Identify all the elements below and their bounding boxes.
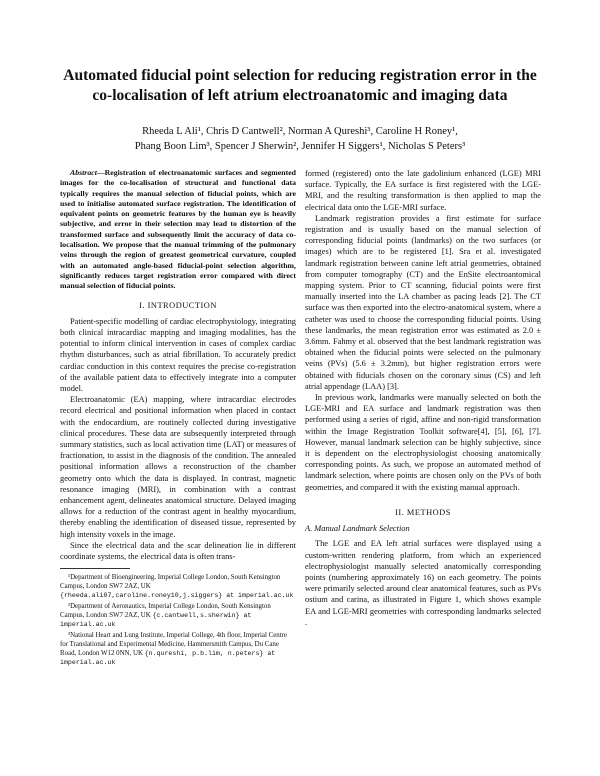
footnote-1 [60, 573, 296, 600]
right-paragraph-1: formed (registered) onto the late gadolinium enhanced (LGE) MRI surface. Typically, the EA surface is first registered with the LGE-MRI, and the resulting transformation is then applied to map the electrical data onto the LGE-MRI surface. [305, 169, 541, 212]
abstract [60, 168, 296, 292]
footnote-2-emails: {c.cantwell,s.sherwin} at imperial.ac.uk [60, 612, 252, 629]
right-column [305, 168, 541, 628]
footnote-2 [60, 602, 296, 629]
footnote-1-emails: {rheeda.ali07,caroline.roney10,j.siggers} at imperial.ac.uk [60, 592, 294, 600]
footnote-rule [60, 568, 130, 569]
section-heading-introduction: I. INTRODUCTION [139, 300, 217, 310]
section-heading-methods: II. METHODS [395, 507, 451, 517]
right-paragraph-2: Landmark registration provides a first estimate for surface registration and is usually based on the manual selection of corresponding fiducial points (landmarks) on the two surfaces (or images) which are to be registered [1]. Sra et al. investigated landmark registration between canine left atrial geometries, obtained from computer tomography (CT) and the EnSite electroantomical mapping system. Prior to CT scanning, fiducial points were first manually inserted into the LA chamber as pacing leads [2]. The CT surface was then exported into the electro-anatomical system, where a catheter was used to choose the corresponding fiducial points. Using these landmarks, the mean registration error was estimated as 2.0 ± 3.6mm. Fahmy et al. observed that the best landmark registration was obtained when the fiducial points were selected on the pulmonary veins (PVs) (5.6 ± 3.2mm), but higher registration errors were obtained with fiducials chosen on the coronary sinus (CS) and left atrial appendage (LAA) [3]. [305, 213, 541, 391]
authors-line-1: Rheeda L Ali¹, Chris D Cantwell², Norman A Qureshi³, Caroline H Roney¹, [142, 126, 458, 137]
authors-line-2: Phang Boon Lim³, Spencer J Sherwin², Jennifer H Siggers¹, Nicholas S Peters³ [134, 141, 466, 152]
paper-title: Automated fiducial point selection for reducing registration error in the co-localisation of left atrium electroanatomic and imaging data [63, 67, 537, 104]
footnote-2-text: ²Department of Aeronautics, Imperial College London, South Kensington Campus, London SW7 2AZ, UK [60, 603, 271, 620]
abstract-text: —Registration of electroanatomic surfaces and segmented images for the co-localisation of structural and functional data typically requires the manual selection of fiducial points, which are used to initialise automated surface registration. The identification of equivalent points on geometric features by the human eye is heavily subjective, and error in their selection may lead to distortion of the transformed surface and subsequently limit the accuracy of data co-localisation. We propose that the manual trimming of the pulmonary veins through the region of greatest geometrical curvature, coupled with an automated angle-based fiducial-point selection algorithm, significantly reduces target registration error compared with direct manual selection of fiducial points. [60, 168, 296, 291]
left-column [60, 168, 296, 669]
author-list [70, 124, 530, 154]
footnote-3-emails: {n.qureshi, p.b.lim, n.peters} at imperial.ac.uk [60, 650, 276, 667]
subsection-heading-manual-landmark: A. Manual Landmark Selection [305, 524, 410, 534]
methods-paragraph-1: The LGE and EA left atrial surfaces were displayed using a custom-written rendering platform, from which an experienced electrophysiologist manually selected anatomically corresponding points (numbering approximately 16) on each geometry. The points were primarily selected around clear anatomical features, such as PVs ostium and carina, as illustrated in Figure 1, which shows example EA and LGE-MRI geometries with corresponding landmarks selected . [305, 539, 541, 627]
intro-paragraph-2: Electroanatomic (EA) mapping, where intracardiac electrodes record electrical and positional information when placed in contact with the endocardium, are routinely collected during investigative clinical procedures. These data are subsequently interpreted through summary statistics, such as local activation time (LAT) or measures of fractionation, to assist in the diagnosis of the condition. The annealed positional information allows a reconstruction of the chamber geometry onto which the data is displayed. In contrast, magnetic resonance imaging (MRI), in combination with a contrast enhancement agent, delineates anatomical structure. Delayed imaging allows for a reduction of the contrast agent in healthy myocardium, thereby enabling the identification of diseased tissue, represented by high intensity voxels in the image. [60, 395, 296, 539]
footnote-3-text: ³National Heart and Lung Institute, Imperial College, 4th floor, Imperial Centre for Translational and Experimental Medicine, Hammersmith Campus, Du Cane Road, London W12 0NN, UK [60, 632, 287, 658]
footnote-1-text: ¹Department of Bioengineering, Imperial College London, South Kensington Campus, London SW7 2AZ, UK [60, 574, 281, 591]
abstract-lead: Abstract [70, 168, 97, 177]
right-paragraph-3: In previous work, landmarks were manually selected on both the LGE-MRI and EA surface and landmark registration was then performed using a series of rigid, affine and non-rigid transformation within the Image Registration Toolkit software[4], [5], [6], [7]. However, manual landmark selection can be highly subjective, since it is dependent on the electrophysiologist choosing anatomically corresponding points. As such, we propose an automated method of landmark selection, where points are chosen only on the PVs of both geometries, and compared it with the existing manual approach. [305, 393, 541, 492]
intro-paragraph-3: Since the electrical data and the scar delineation lie in different coordinate systems, the electrical data is often trans- [60, 540, 296, 562]
intro-paragraph-1: Patient-specific modelling of cardiac electrophysiology, integrating both clinical intracardiac mapping and imaging modalities, has the potential to inform clinical intervention in cases of complex cardiac rhythm disturbances, such as atrial fibrillation. To accurately predict cardiac conduction in this context requires the precise co-registration of the available patient data to effectively integrate into a computer model. [60, 316, 296, 393]
footnote-3 [60, 631, 296, 667]
